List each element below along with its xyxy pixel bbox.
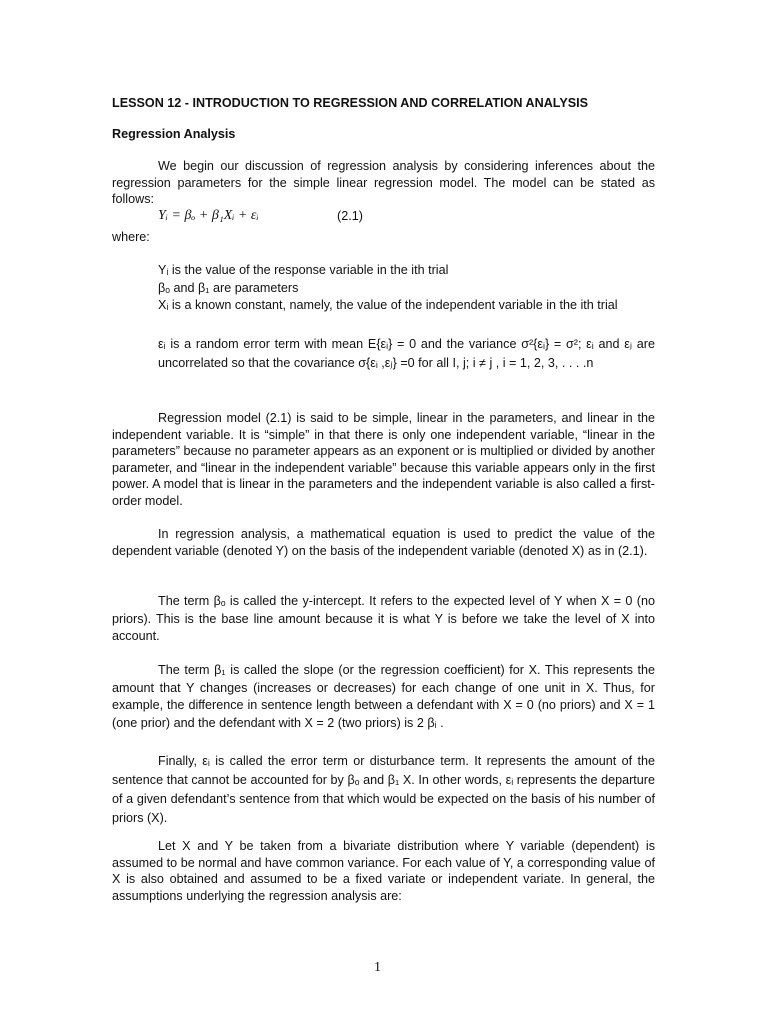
definition-x: Xᵢ is a known constant, namely, the value of the independent variable in the ith trial xyxy=(158,298,618,312)
definition-error: εᵢ is a random error term with mean E{εᵢ} = 0 and the variance σ²{εᵢ} = σ²; εᵢ and εⱼ are uncorrelated so that the covariance σ{εᵢ ,εⱼ} =0 for all I, j; i ≠ j , i = 1, 2, 3, . . . .n xyxy=(158,337,655,370)
paragraph-assumptions: Let X and Y be taken from a bivariate distribution where Y variable (dependent) is assumed to be normal and have common variance. For each value of Y, a corresponding value of X is also obtained and assumed to be a fixed variate or independent variate. In general, the assumptions underlying the regression analysis are: xyxy=(112,839,655,903)
equation-number: (2.1) xyxy=(337,209,363,223)
lesson-heading: LESSON 12 - INTRODUCTION TO REGRESSION AND CORRELATION ANALYSIS xyxy=(112,96,589,110)
page-number: 1 xyxy=(374,960,381,975)
section-title: Regression Analysis xyxy=(112,127,236,141)
definition-y: Yᵢ is the value of the response variable in the ith trial xyxy=(158,263,449,277)
definition-parameters: βₒ and β₁ are parameters xyxy=(158,281,299,295)
paragraph-intercept: The term βₒ is called the y-intercept. It refers to the expected level of Y when X = 0 (no priors). This is the base line amount because it is what Y is before we take the level of X into account. xyxy=(112,594,655,643)
paragraph-error-term: Finally, εᵢ is called the error term or disturbance term. It represents the amount of the sentence that cannot be accounted for by βₒ and β₁ X. In other words, εᵢ represents the departure of a given defendant’s sentence from that which would be expected on the basis of his number of priors (X). xyxy=(112,754,655,825)
paragraph-intro: We begin our discussion of regression analysis by considering inferences about the regression parameters for the simple linear regression model. The model can be stated as follows: xyxy=(112,159,655,207)
where-label: where: xyxy=(112,230,150,244)
paragraph-slope: The term β₁ is called the slope (or the regression coefficient) for X. This represents the amount that Y changes (increases or decreases) for each change of one unit in X. Thus, for example, the difference in sentence length between a defendant with X = 0 (no priors) and X = 1 (one prior) and the defendant with X = 2 (two priors) is 2 βᵢ . xyxy=(112,663,655,730)
paragraph-simple-linear: Regression model (2.1) is said to be simple, linear in the parameters, and linear in the independent variable. It is “simple” in that there is only one independent variable, “linear in the parameters” because no parameter appears as an exponent or is multiplied or divided by another parameter, and “linear in the independent variable” because this variable appears only in the first power. A model that is linear in the parameters and the independent variable is also called a first-order model. xyxy=(112,411,655,508)
paragraph-prediction: In regression analysis, a mathematical equation is used to predict the value of the dependent variable (denoted Y) on the basis of the independent variable (denoted X) as in (2.1). xyxy=(112,527,655,558)
regression-equation: Yᵢ = βₒ + β₁Xᵢ + εᵢ xyxy=(158,208,259,223)
